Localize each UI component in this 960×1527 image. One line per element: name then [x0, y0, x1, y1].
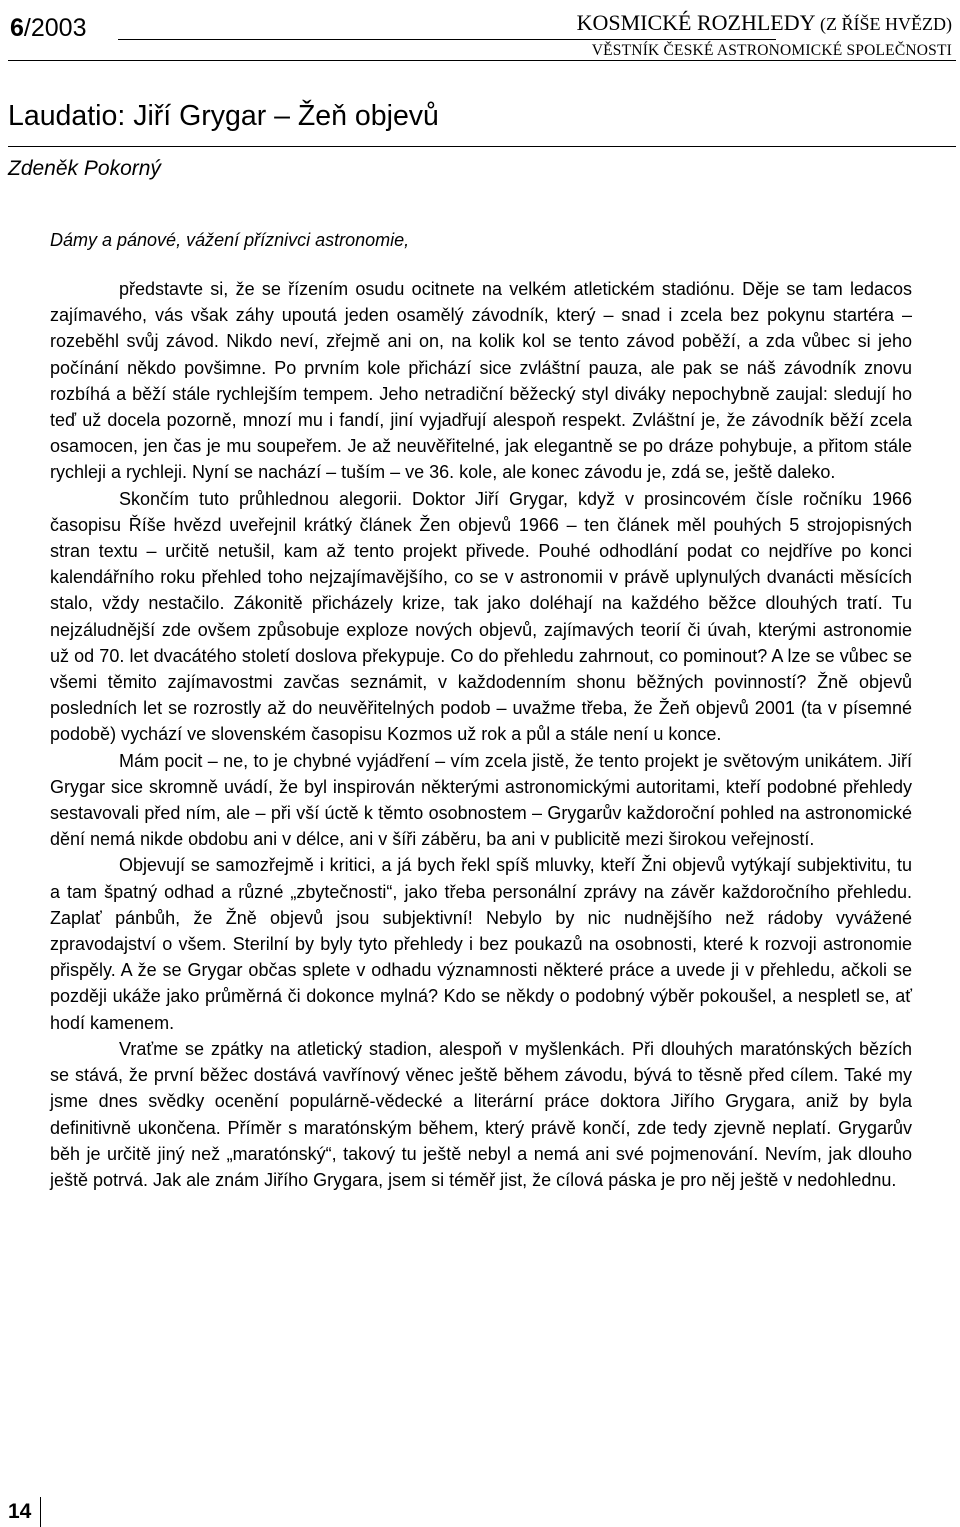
paragraph: představte si, že se řízením osudu ocitnete na velkém atletickém stadiónu. Děje se tam ledacos zajímavého, vás však záhy upoutá jeden osamělý závodník, který – snad i zcela bez pokynu startéra – rozeběhl svůj závod. Nikdo neví, zřejmě ani on, na kolik kol se tento závod poběží, a zda vůbec si jeho počínání někdo povšimne. Po prvním kole přichází sice zvláštní pauza, ale pak se náš závodník znovu rozbíhá a běží stále rychlejším tempem. Jeho netradiční běžecký styl diváky nepochybně zaujal: sledují ho teď už docela pozorně, mnozí mu i fandí, jiní vyjadřují alespoň respekt. Zvláštní je, že závodník běží zcela osamocen, jen čas je mu soupeřem. Je až neuvěřitelné, jak elegantně se po dráze pohybuje, a přitom stále rychleji a rychleji. Nyní se nachází – tuším – ve 36. kole, ale konec závodu je, zdá se, ještě daleko. — [50, 279, 912, 483]
society-subtitle: VĚSTNÍK ČESKÉ ASTRONOMICKÉ SPOLEČNOSTI — [591, 42, 952, 59]
article-author: Zdeněk Pokorný — [8, 157, 161, 180]
salutation: Dámy a pánové, vážení příznivci astronomie, — [50, 230, 410, 250]
paragraph: Vraťme se zpátky na atletický stadion, alespoň v myšlenkách. Při dlouhých maratónských bězích se stává, že první běžec dostává vavřínový věnec ještě během závodu, bývá to těsně před cílem. Také my jsme dnes svědky ocenění populárně-vědecké a literární práce doktora Jiřího Grygara, aniž by byla definitivně ukončena. Příměr s maratónským během, který právě končí, zde tedy zjevně neplatí. Grygarův běh je určitě jiný než „maratónský“, takový tu ještě nebyl a nemá ani své pojmenování. Nevím, jak dlouho ještě potrvá. Jak ale znám Jiřího Grygara, jsem si téměř jist, že cílová páska je pro něj ještě v nedohlednu. — [50, 1038, 912, 1190]
header-bottom-rule — [8, 60, 956, 61]
page-header — [8, 6, 956, 64]
paragraph: Skončím tuto průhlednou alegorii. Doktor Jiří Grygar, když v prosincovém čísle ročníku 1966 časopisu Říše hvězd uveřejnil krátký článek Žen objevů 1966 – ten článek měl pouhých 5 strojopisných stran textu – určitě netušil, kam až tento projekt přivede. Pouhé odhodlání podat co nejdříve po konci kalendářního roku přehled toho nejzajímavějšího, co se v astronomii v právě uplynulých dvanácti měsících stalo, vždy nestačilo. Zákonitě přicházely krize, tak jako doléhají na každého běžce dlouhých tratí. Tu nejzáludnější zde ovšem způsobuje exploze nových objevů, zajímavých teorií či úvah, kterými astronomie už od 70. let dvacátého století doslova překypuje. Co do přehledu zahrnout, co pominout? A lze se vůbec se všemi těmito zajímavostmi zavčas seznámit, v každodenním shonu běžných povinností? Žně objevů posledních let se rozrostly až do neuvěřitelných podob – uvažme třeba, že Žeň objevů 2001 (ta v písemné podobě) vychází ve slovenském časopisu Kozmos už rok a půl a stále není u konce. — [50, 488, 912, 745]
header-rule — [118, 39, 776, 40]
page-number-rule — [40, 1497, 41, 1527]
article-body — [50, 276, 912, 1193]
page-number: 14 — [8, 1500, 32, 1523]
issue-number: 6/2003 — [10, 14, 87, 42]
magazine-title: KOSMICKÉ ROZHLEDY (Z ŘÍŠE HVĚZD) — [576, 10, 952, 35]
paragraph: Mám pocit – ne, to je chybné vyjádření – vím zcela jistě, že tento projekt je světovým unikátem. Jiří Grygar sice skromně uvádí, že byl inspirován některými astronomickými autoritami, kteří podobné přehledy sestavovali před ním, ale – při vší úctě k těmto osobnostem – Grygarův každoroční pohled na astronomické dění nemá nikde obdobu ani v délce, ani v šíři záběru, ba ani v publicitě mezi širokou veřejností. — [50, 750, 912, 850]
title-rule — [8, 146, 956, 147]
paragraph: Objevují se samozřejmě i kritici, a já bych řekl spíš mluvky, kteří Žni objevů vytýkají subjektivitu, tu a tam špatný odhad a různé „zbytečnosti“, jako třeba personální zprávy na závěr každoročního přehledu. Zaplať pánbůh, že Žně objevů jsou subjektivní! Nebylo by nic nudnějšího než rádoby vyvážené zpravodajství o všem. Sterilní by byly tyto přehledy i bez poukazů na osobnosti, které k rozvoji astronomie přispěly. A že se Grygar občas splete v odhadu významnosti některé práce a uvede ji v přehledu, ačkoli se později ukáže jako průměrná či dokonce mylná? Kdo se někdy o podobný výběr pokoušel, a nespletl se, ať hodí kamenem. — [50, 855, 912, 1033]
article-title: Laudatio: Jiří Grygar – Žeň objevů — [8, 100, 439, 132]
